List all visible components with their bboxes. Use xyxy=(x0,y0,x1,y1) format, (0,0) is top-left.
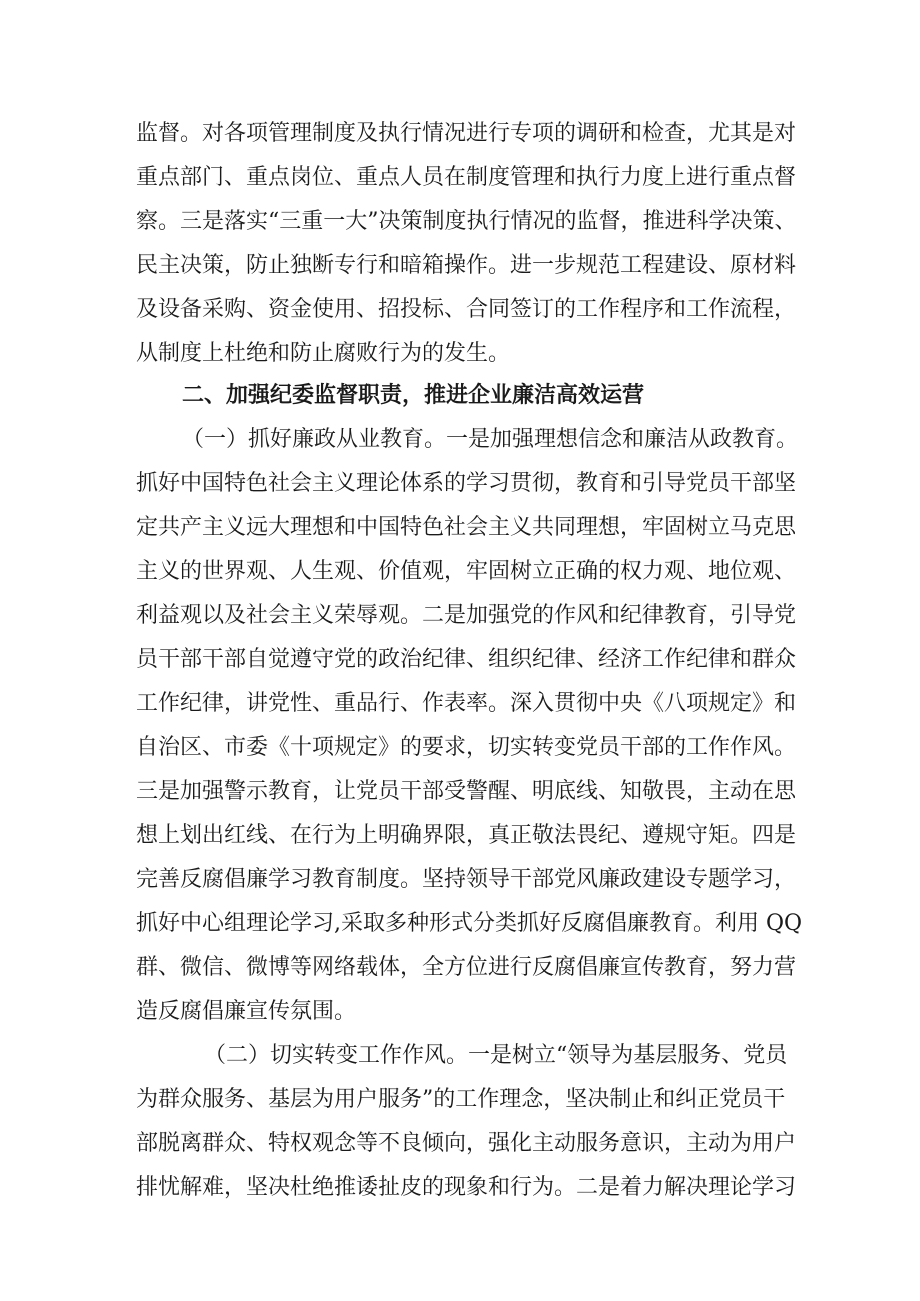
paragraph-line: 及设备采购、资金使用、招投标、合同签订的工作程序和工作流程， xyxy=(136,297,797,322)
paragraph-line: 重点部门、重点岗位、重点人员在制度管理和执行力度上进行重点督 xyxy=(136,165,797,190)
paragraph-line: （一）抓好廉政从业教育。一是加强理想信念和廉洁从政教育。 xyxy=(182,427,799,452)
paragraph-line: 定共产主义远大理想和中国特色社会主义共同理想，牢固树立马克思 xyxy=(136,515,797,540)
paragraph-line: 造反腐倡廉宣传氛围。 xyxy=(136,999,357,1024)
paragraph-line: （二）切实转变工作作风。一是树立“领导为基层服务、党员 xyxy=(204,1043,788,1068)
paragraph-line: 抓好中国特色社会主义理论体系的学习贯彻，教育和引导党员干部坚 xyxy=(136,471,797,496)
paragraph-line: 监督。对各项管理制度及执行情况进行专项的调研和检查，尤其是对 xyxy=(136,121,797,146)
paragraph-line: 群、微信、微博等网络载体，全方位进行反腐倡廉宣传教育，努力营 xyxy=(136,955,797,980)
paragraph-line: 想上划出红线、在行为上明确界限，真正敬法畏纪、遵规守矩。四是 xyxy=(136,823,797,848)
paragraph-line: 察。三是落实“三重一大”决策制度执行情况的监督，推进科学决策、 xyxy=(136,209,797,234)
paragraph-line: 三是加强警示教育，让党员干部受警醒、明底线、知敬畏，主动在思 xyxy=(136,779,797,804)
paragraph-line: 部脱离群众、特权观念等不良倾向，强化主动服务意识，主动为用户 xyxy=(136,1131,797,1156)
paragraph-line: 自治区、市委《十项规定》的要求，切实转变党员干部的工作作风。 xyxy=(136,735,797,760)
paragraph-line: 员干部干部自觉遵守党的政治纪律、组织纪律、经济工作纪律和群众 xyxy=(136,647,797,672)
paragraph-line: 抓好中心组理论学习,采取多种形式分类抓好反腐倡廉教育。利用 QQ xyxy=(136,911,803,936)
paragraph-line: 利益观以及社会主义荣辱观。二是加强党的作风和纪律教育，引导党 xyxy=(136,603,797,628)
paragraph-line: 主义的世界观、人生观、价值观，牢固树立正确的权力观、地位观、 xyxy=(136,559,797,584)
paragraph-line: 完善反腐倡廉学习教育制度。坚持领导干部党风廉政建设专题学习， xyxy=(136,867,797,892)
section-heading: 二、加强纪委监督职责，推进企业廉洁高效运营 xyxy=(182,383,645,408)
paragraph-line: 为群众服务、基层为用户服务”的工作理念，坚决制止和纠正党员干 xyxy=(136,1087,786,1112)
paragraph-line: 排忧解难，坚决杜绝推诿扯皮的现象和行为。二是着力解决理论学习 xyxy=(136,1175,797,1200)
paragraph-line: 工作纪律，讲党性、重品行、作表率。深入贯彻中央《八项规定》和 xyxy=(136,691,797,716)
paragraph-line: 从制度上杜绝和防止腐败行为的发生。 xyxy=(136,341,511,366)
paragraph-line: 民主决策，防止独断专行和暗箱操作。进一步规范工程建设、原材料 xyxy=(136,253,797,278)
